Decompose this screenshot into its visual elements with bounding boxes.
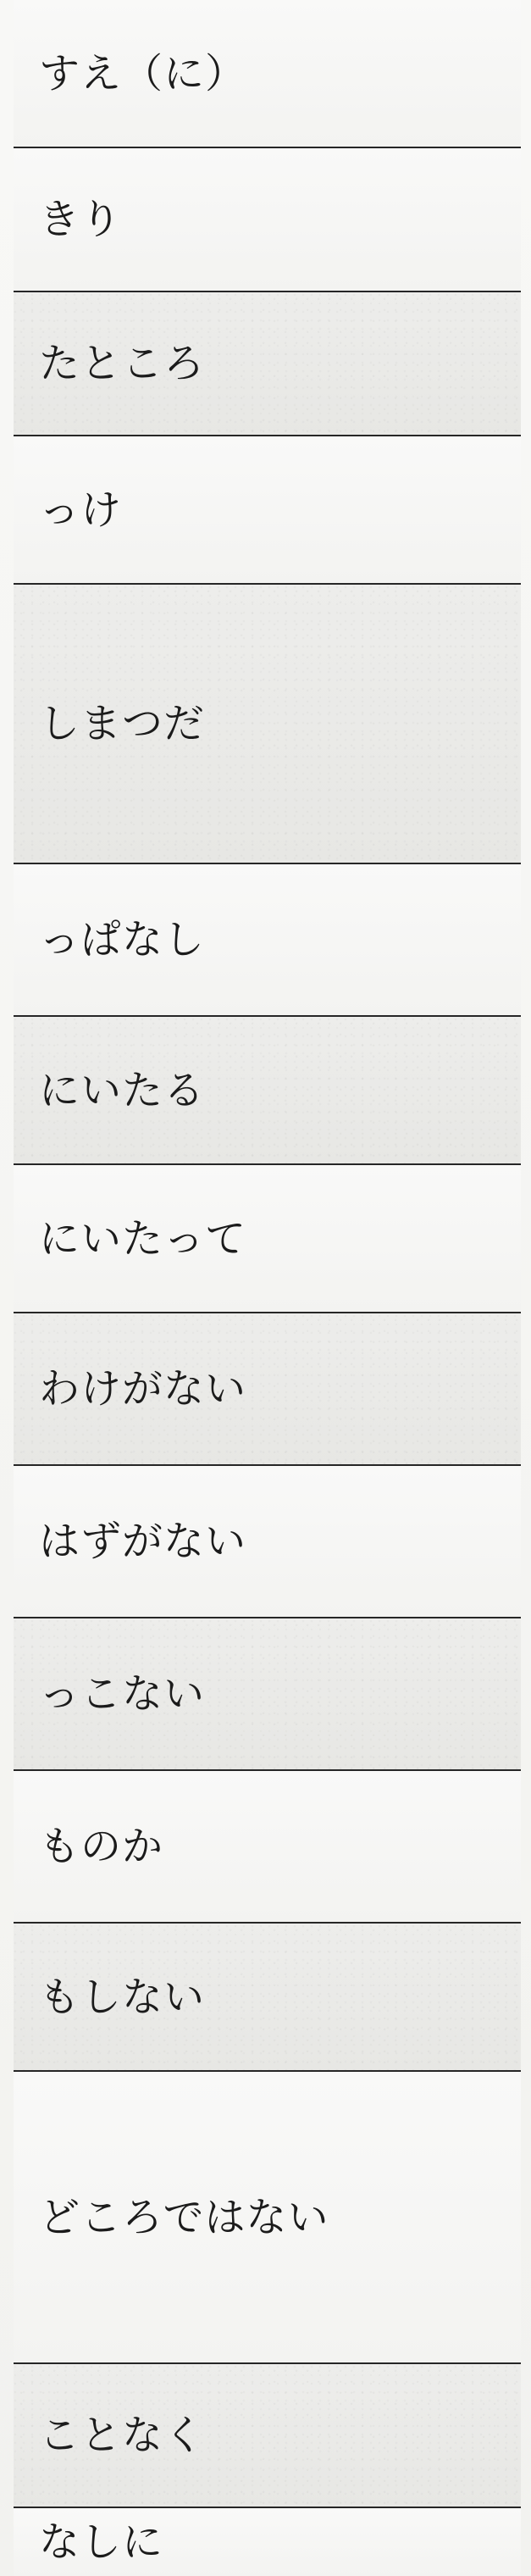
table-row [14, 0, 521, 148]
table-row [14, 2364, 521, 2508]
table-row [14, 1313, 521, 1466]
row-text: すえ（に） [39, 49, 247, 97]
table-row [14, 292, 521, 436]
row-text: わけがない [39, 1365, 247, 1413]
table-row [14, 1618, 521, 1771]
row-text: はずがない [39, 1518, 247, 1565]
table-row [14, 148, 521, 292]
table-row [14, 585, 521, 864]
row-text: きり [39, 196, 123, 243]
row-text: にいたって [39, 1214, 247, 1263]
table-row [14, 436, 521, 585]
row-text: っけ [39, 486, 123, 534]
row-text: ことなく [39, 2412, 206, 2459]
row-text: っこない [39, 1670, 206, 1718]
table-row [14, 1771, 521, 1924]
table-row [14, 2072, 521, 2364]
row-text: なしに [39, 2518, 164, 2566]
row-text: しまつだ [39, 700, 206, 747]
table-row [14, 864, 521, 1017]
row-text: もしない [39, 1973, 206, 2021]
row-text: ものか [39, 1823, 164, 1870]
row-text: っぱなし [39, 916, 206, 963]
row-text: たところ [39, 340, 206, 387]
table-row [14, 1017, 521, 1165]
table-row [14, 1165, 521, 1313]
table-row [14, 1466, 521, 1618]
table-row [14, 2508, 521, 2576]
row-text: どころではない [39, 2193, 329, 2241]
row-text: にいたる [39, 1066, 206, 1114]
table-row [14, 1924, 521, 2072]
